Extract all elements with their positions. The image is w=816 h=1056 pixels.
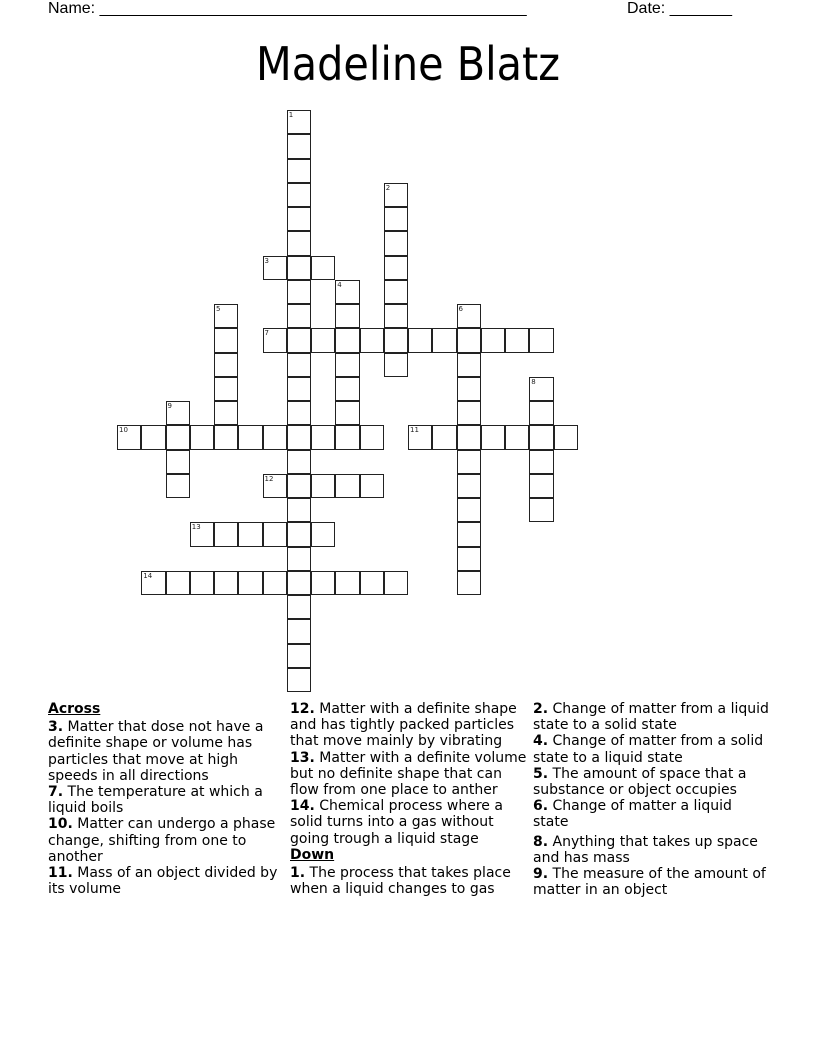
clue-text: Matter with a definite shape and has tightly packed particles that move mainly by vibrating [290,701,517,750]
clue-number: 5. [533,765,549,782]
clue-number: 1. [290,865,306,882]
cell-number: 3 [264,256,269,265]
date-field-label: Date: _______ [627,0,732,17]
grid-cell[interactable] [190,571,214,595]
grid-cell[interactable] [384,256,408,280]
clue-text: Change of matter from a liquid state to a solid state [533,701,769,734]
grid-cell[interactable] [214,353,238,377]
grid-cell[interactable] [481,425,505,449]
cell-number: 5 [216,305,221,313]
cell-number: 13 [191,523,201,532]
grid-cell[interactable] [408,425,432,449]
grid-cell[interactable] [384,328,408,352]
clue-down-9 [533,866,771,898]
grid-cell[interactable] [214,425,238,449]
puzzle-title: Madeline Blatz [256,37,560,91]
grid-cell[interactable] [117,425,141,449]
grid-cell[interactable] [335,571,359,595]
grid-cell[interactable] [263,522,287,546]
grid-cell[interactable] [335,353,359,377]
clue-number: 4. [533,733,549,750]
clue-text: Matter with a definite volume but no definite shape that can flow from one place to anther [290,749,527,799]
cell-number: 10 [119,426,128,435]
grid-cell[interactable] [384,183,408,207]
grid-cell[interactable] [287,547,311,571]
clue-text: Change of matter a liquid state [533,798,732,831]
crossword-grid [117,110,607,700]
grid-cell[interactable] [238,571,262,595]
down-heading: Down [290,846,335,863]
clue-text: Anything that takes up space and has mass [533,833,758,866]
cell-number: 8 [531,377,536,386]
clues-column-1 [48,701,286,897]
grid-cell[interactable] [287,425,311,449]
clue-number: 7. [48,784,64,801]
grid-cell[interactable] [457,450,481,474]
grid-cell[interactable] [457,571,481,595]
cell-number: 12 [264,474,274,483]
grid-cell[interactable] [529,498,553,522]
grid-cell[interactable] [384,571,408,595]
clue-text: The process that takes place when a liquid changes to gas [290,865,511,898]
grid-cell[interactable] [287,401,311,425]
grid-cell[interactable] [287,207,311,231]
clue-down-4 [533,733,771,765]
grid-cell[interactable] [311,474,335,498]
cell-number: 4 [337,280,342,289]
grid-cell[interactable] [360,328,384,352]
clue-across-7 [48,784,286,816]
grid-cell[interactable] [529,474,553,498]
cell-number: 11 [410,426,419,435]
grid-cell[interactable] [335,425,359,449]
clue-across-3 [48,719,286,784]
grid-cell[interactable] [481,328,505,352]
cell-number: 6 [458,305,463,313]
clue-across-14 [290,798,528,847]
grid-cell[interactable] [457,522,481,546]
grid-cell[interactable] [141,425,165,449]
clue-across-10 [48,816,286,865]
clue-number: 10. [48,816,73,833]
grid-cell[interactable] [457,377,481,401]
grid-cell[interactable] [263,425,287,449]
grid-cell[interactable] [166,401,190,425]
grid-cell[interactable] [384,231,408,255]
cell-number: 1 [288,111,294,119]
clue-text: Matter can undergo a phase change, shifting from one to another [48,816,276,865]
clue-down-5 [533,766,771,798]
grid-cell[interactable] [529,450,553,474]
grid-cell[interactable] [457,547,481,571]
grid-cell[interactable] [457,474,481,498]
grid-cell[interactable] [263,474,287,498]
grid-cell[interactable] [335,474,359,498]
clue-number: 8. [533,833,549,850]
grid-cell[interactable] [287,668,311,692]
grid-cell[interactable] [214,304,238,328]
grid-cell[interactable] [190,425,214,449]
clue-across-13 [290,750,528,799]
clue-across-12 [290,701,528,750]
grid-cell[interactable] [457,353,481,377]
grid-cell[interactable] [287,256,311,280]
grid-cell[interactable] [263,256,287,280]
clues-column-3 [533,701,771,898]
grid-cell[interactable] [360,474,384,498]
grid-cell[interactable] [238,425,262,449]
grid-cell[interactable] [335,377,359,401]
grid-cell[interactable] [214,571,238,595]
grid-cell[interactable] [384,353,408,377]
clues-column-2 [290,701,528,897]
name-field-label: Name: ________________________________________________ [48,0,527,17]
grid-cell[interactable] [287,522,311,546]
grid-cell[interactable] [529,377,553,401]
grid-cell[interactable] [287,644,311,668]
grid-cell[interactable] [384,207,408,231]
grid-cell[interactable] [335,401,359,425]
grid-cell[interactable] [529,328,553,352]
clue-number: 13. [290,749,315,766]
grid-cell[interactable] [360,425,384,449]
grid-cell[interactable] [529,401,553,425]
grid-cell[interactable] [457,425,481,449]
clue-text: Mass of an object divided by its volume [48,865,278,898]
grid-cell[interactable] [311,522,335,546]
grid-cell[interactable] [287,231,311,255]
grid-cell[interactable] [263,328,287,352]
grid-cell[interactable] [287,377,311,401]
grid-cell[interactable] [335,304,359,328]
grid-cell[interactable] [384,304,408,328]
clue-number: 12. [290,701,315,717]
grid-cell[interactable] [141,571,165,595]
grid-cell[interactable] [457,328,481,352]
grid-cell[interactable] [432,425,456,449]
clue-text: Matter that dose not have a definite shape or volume has particles that move at high speeds in all directions [48,719,264,784]
clue-down-6 [533,798,771,830]
grid-cell[interactable] [287,450,311,474]
grid-cell[interactable] [457,401,481,425]
grid-cell[interactable] [432,328,456,352]
clue-down-8 [533,834,771,866]
grid-cell[interactable] [529,425,553,449]
grid-cell[interactable] [287,183,311,207]
grid-cell[interactable] [384,280,408,304]
clue-text: Chemical process where a solid turns into a gas without going trough a liquid stage [290,798,503,847]
clue-text: Change of matter from a solid state to a liquid state [533,733,764,766]
clue-number: 14. [290,798,315,815]
cell-number: 14 [143,571,153,580]
grid-cell[interactable] [287,134,311,158]
clue-down-2 [533,701,771,733]
grid-cell[interactable] [311,425,335,449]
grid-cell[interactable] [287,619,311,643]
grid-cell[interactable] [214,522,238,546]
clue-across-11 [48,865,286,897]
grid-cell[interactable] [287,159,311,183]
cell-number: 9 [167,402,172,410]
grid-cell[interactable] [263,571,287,595]
grid-cell[interactable] [408,328,432,352]
grid-cell[interactable] [287,110,311,134]
cell-number: 2 [385,183,391,192]
grid-cell[interactable] [214,328,238,352]
grid-cell[interactable] [335,280,359,304]
grid-cell[interactable] [311,328,335,352]
clue-number: 3. [48,719,64,736]
grid-cell[interactable] [311,256,335,280]
grid-cell[interactable] [287,328,311,352]
grid-cell[interactable] [554,425,578,449]
clue-text: The measure of the amount of matter in an object [533,866,766,899]
grid-cell[interactable] [505,328,529,352]
grid-cell[interactable] [287,280,311,304]
grid-cell[interactable] [214,377,238,401]
grid-cell[interactable] [214,401,238,425]
grid-cell[interactable] [166,571,190,595]
grid-cell[interactable] [311,571,335,595]
clue-text: The temperature at which a liquid boils [48,784,263,817]
across-heading: Across [48,701,101,717]
grid-cell[interactable] [238,522,262,546]
grid-cell[interactable] [360,571,384,595]
clue-number: 6. [533,798,549,815]
grid-cell[interactable] [287,571,311,595]
grid-cell[interactable] [190,522,214,546]
clue-down-1 [290,865,528,897]
grid-cell[interactable] [287,595,311,619]
grid-cell[interactable] [287,474,311,498]
grid-cell[interactable] [335,328,359,352]
grid-cell[interactable] [457,304,481,328]
grid-cell[interactable] [287,353,311,377]
clue-number: 9. [533,866,549,883]
clue-number: 2. [533,701,549,717]
grid-cell[interactable] [457,498,481,522]
clue-text: The amount of space that a substance or object occupies [533,765,747,799]
grid-cell[interactable] [166,474,190,498]
grid-cell[interactable] [166,450,190,474]
grid-cell[interactable] [166,425,190,449]
grid-cell[interactable] [505,425,529,449]
grid-cell[interactable] [287,498,311,522]
clue-number: 11. [48,865,73,882]
grid-cell[interactable] [287,304,311,328]
cell-number: 7 [264,329,269,338]
